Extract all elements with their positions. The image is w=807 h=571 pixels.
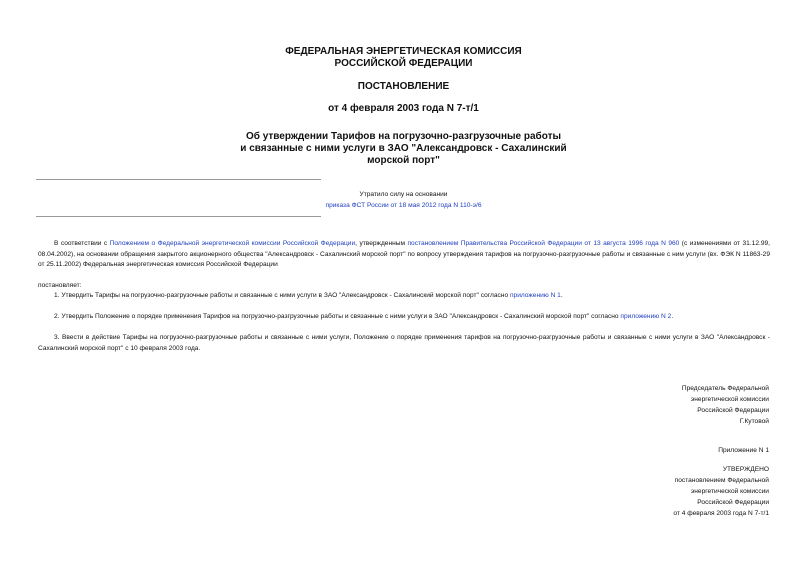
approval-line2: энергетической комиссии <box>690 488 769 495</box>
item-2-end: . <box>671 313 674 320</box>
org-name-line2: РОССИЙСКОЙ ФЕДЕРАЦИИ <box>334 58 473 69</box>
preamble-text-3: (с изменениями от 31.12.99, 08.04.2002), на основании обращения закрытого акционерного общества "Александровск - Сахалинский морской порт" по вопросу утверждения тарифов на погрузочно-разгрузочные работы и связанные с ним услуги (вх. ФЭК N 11863-29 от 25.11.2002) Федеральная энергетическая комиссия Российской Федерации <box>38 240 770 268</box>
repeal-notice: Утратило силу на основании <box>359 191 448 198</box>
item-2-text: 2. Утвердить Положение о порядке применения Тарифов на погрузочно-разгрузочные работы и связанные с ними услуги в ЗАО "Александровск - Сахалинский морской порт" согласно <box>54 313 621 320</box>
item-3: 3. Ввести в действие Тарифы на погрузочно-разгрузочные работы и связанные с ними услуги, Положение о порядке применения тарифов на погрузочно-разгрузочные работы и связанные с ними услуги в ЗАО "Александровск - Сахалинский морской порт" с 10 февраля 2003 года. <box>38 334 770 352</box>
government-resolution-link[interactable]: постановлением Правительства Российской Федерации от 13 августа 1996 года N 960 <box>407 240 680 247</box>
approval-line3: Российской Федерации <box>697 499 769 506</box>
signature-line3: Российской Федерации <box>697 407 769 414</box>
appendix-label: Приложение N 1 <box>718 447 769 454</box>
item-2 <box>38 312 770 323</box>
preamble-paragraph <box>38 239 770 271</box>
document-title-line1: Об утверждении Тарифов на погрузочно-разгрузочные работы <box>245 131 562 142</box>
preamble-text-2: , утвержденным <box>355 240 408 247</box>
document-title-line3: морской порт" <box>367 155 440 166</box>
approval-line1: постановлением Федеральной <box>674 477 769 484</box>
divider-bottom <box>36 216 321 217</box>
org-name-line1: ФЕДЕРАЛЬНАЯ ЭНЕРГЕТИЧЕСКАЯ КОМИССИЯ <box>285 46 522 57</box>
repeal-order-link[interactable]: приказа ФСТ России от 18 мая 2012 года N 110-э/6 <box>325 202 482 209</box>
appendix-1-link[interactable]: приложению N 1 <box>509 292 561 299</box>
item-1-end: . <box>560 292 563 299</box>
approved-label: УТВЕРЖДЕНО <box>722 466 769 473</box>
signatory-name: Г.Кутовой <box>739 418 769 425</box>
resolves-label: постановляет: <box>38 282 82 289</box>
appendix-2-link[interactable]: приложению N 2 <box>620 313 672 320</box>
signature-line2: энергетической комиссии <box>690 396 769 403</box>
divider-top <box>36 179 321 180</box>
preamble-text-1: В соответствии с <box>54 240 110 247</box>
document-title-line2: и связанные с ними услуги в ЗАО "Александровск - Сахалинский <box>240 143 567 154</box>
signature-line1: Председатель Федеральной <box>681 385 769 392</box>
document-date: от 4 февраля 2003 года N 7-т/1 <box>328 103 479 114</box>
item-1 <box>38 291 770 302</box>
signature-block <box>682 383 769 427</box>
document-type: ПОСТАНОВЛЕНИЕ <box>357 81 450 92</box>
fek-regulation-link[interactable]: Положением о Федеральной энергетической комиссии Российской Федерации <box>109 240 356 247</box>
approval-date: от 4 февраля 2003 года N 7-т/1 <box>673 510 769 517</box>
appendix-approval-block <box>673 464 769 519</box>
item-1-text: 1. Утвердить Тарифы на погрузочно-разгрузочные работы и связанные с ними услуги в ЗАО "Александровск - Сахалинский морской порт" согласно <box>54 292 510 299</box>
